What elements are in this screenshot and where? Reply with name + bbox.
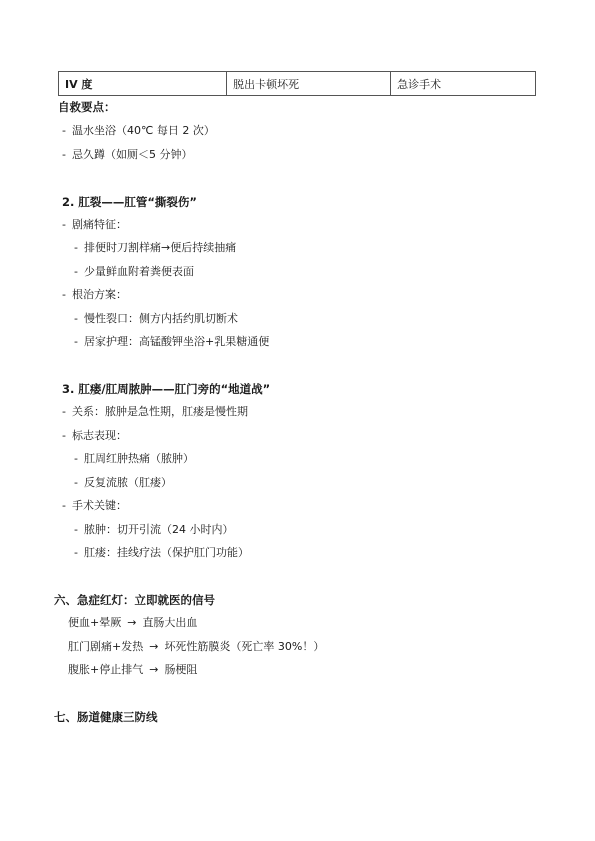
list-item xyxy=(62,499,127,513)
list-item-text: 排便时刀割样痛→便后持续抽痛 xyxy=(83,241,237,254)
signal-result: 直肠大出血 xyxy=(142,616,198,629)
list-item-text: 慢性裂口：侧方内括约肌切断术 xyxy=(83,312,238,325)
section-heading-fissure: 2. 肛裂——肛管“撕裂伤” xyxy=(62,195,197,209)
sub-list-item xyxy=(74,335,269,349)
bullet-dash: - xyxy=(74,335,78,348)
arrow-right-icon: → xyxy=(127,616,137,629)
sub-list-item xyxy=(74,241,236,255)
signal-cause: 肛门剧痛+发热 xyxy=(68,640,144,653)
arrow-right-icon: → xyxy=(149,640,159,653)
emergency-signal-row xyxy=(68,616,197,630)
section-heading-fistula: 3. 肛瘘/肛周脓肿——肛门旁的“地道战” xyxy=(62,382,271,396)
sub-list-item xyxy=(74,546,249,560)
list-item-text: 剧痛特征： xyxy=(71,218,127,231)
signal-cause: 腹胀+停止排气 xyxy=(68,663,144,676)
table-cell-grade: IV 度 xyxy=(59,72,227,96)
bullet-dash: - xyxy=(74,312,78,325)
list-item xyxy=(62,288,127,302)
list-item-text: 脓肿：切开引流（24 小时内） xyxy=(83,523,234,536)
sub-list-item xyxy=(74,312,238,326)
list-item-text: 关系：脓肿是急性期，肛瘘是慢性期 xyxy=(71,405,248,418)
table-cell-feature: 脱出卡顿坏死 xyxy=(227,72,391,96)
list-item-text: 手术关键： xyxy=(71,499,127,512)
signal-result: 肠梗阻 xyxy=(164,663,198,676)
bullet-dash: - xyxy=(74,452,78,465)
list-item xyxy=(62,148,192,162)
bullet-dash: - xyxy=(74,265,78,278)
sub-list-item xyxy=(74,476,172,490)
bullet-dash: - xyxy=(62,218,66,231)
sub-list-item xyxy=(74,523,233,537)
table-cell-treatment: 急诊手术 xyxy=(391,72,536,96)
bullet-dash: - xyxy=(62,499,66,512)
list-item xyxy=(62,429,127,443)
list-item-text: 根治方案： xyxy=(71,288,127,301)
list-item xyxy=(62,124,215,138)
bullet-dash: - xyxy=(62,288,66,301)
section-heading-defense: 七、肠道健康三防线 xyxy=(54,710,158,724)
signal-result: 坏死性筋膜炎（死亡率 30%！） xyxy=(164,640,325,653)
list-item-text: 居家护理：高锰酸钾坐浴+乳果糖通便 xyxy=(83,335,270,348)
bullet-dash: - xyxy=(74,476,78,489)
bullet-dash: - xyxy=(74,241,78,254)
bullet-dash: - xyxy=(74,523,78,536)
list-item-text: 忌久蹲（如厕＜5 分钟） xyxy=(71,148,193,161)
signal-cause: 便血+晕厥 xyxy=(68,616,122,629)
bullet-dash: - xyxy=(62,148,66,161)
list-item xyxy=(62,405,248,419)
list-item-text: 反复流脓（肛瘘） xyxy=(83,476,172,489)
list-item-text: 少量鲜血附着粪便表面 xyxy=(83,265,194,278)
list-item xyxy=(62,218,127,232)
grade-table xyxy=(58,71,536,96)
list-item-text: 标志表现： xyxy=(71,429,127,442)
list-item-text: 肛周红肿热痛（脓肿） xyxy=(83,452,194,465)
table-row xyxy=(59,72,536,96)
section-heading-emergency: 六、急症红灯：立即就医的信号 xyxy=(54,593,215,607)
emergency-signal-row xyxy=(68,640,324,654)
emergency-signal-row xyxy=(68,663,197,677)
arrow-right-icon: → xyxy=(149,663,159,676)
list-item-text: 肛瘘：挂线疗法（保护肛门功能） xyxy=(83,546,249,559)
bullet-dash: - xyxy=(62,405,66,418)
section-heading-rescue: 自救要点： xyxy=(58,100,116,114)
bullet-dash: - xyxy=(62,124,66,137)
bullet-dash: - xyxy=(62,429,66,442)
bullet-dash: - xyxy=(74,546,78,559)
sub-list-item xyxy=(74,452,194,466)
list-item-text: 温水坐浴（40℃ 每日 2 次） xyxy=(71,124,215,137)
sub-list-item xyxy=(74,265,194,279)
